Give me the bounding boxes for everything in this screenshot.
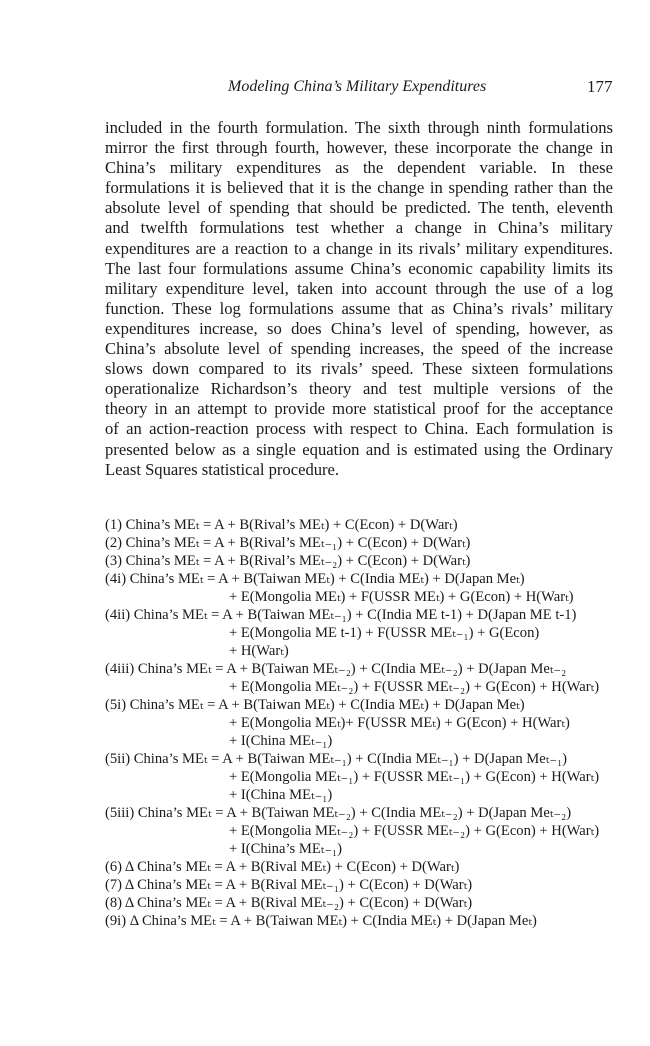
equation-line: (4ii) China’s MEₜ = A + B(Taiwan MEₜ₋₁) + C(India ME t-1) + D(Japan ME t-1): [105, 607, 577, 623]
equation-continuation: + E(Mongolia MEₜ) + F(USSR MEₜ) + G(Econ) + H(Warₜ): [229, 589, 574, 605]
page-header: [0, 76, 650, 98]
equation-line: (3) China’s MEₜ = A + B(Rival’s MEₜ₋₂) + C(Econ) + D(Warₜ): [105, 553, 471, 569]
paragraph-line: and twelfth formulations test whether a change in China’s military: [105, 218, 613, 238]
equation-line: (7) Δ China’s MEₜ = A + B(Rival MEₜ₋₁) + C(Econ) + D(Warₜ): [105, 877, 473, 893]
equation-line: (6) Δ China’s MEₜ = A + B(Rival MEₜ) + C(Econ) + D(Warₜ): [105, 859, 460, 875]
paragraph-line: China’s military expenditures as the dependent variable. In these: [105, 158, 613, 178]
paragraph-line: included in the fourth formulation. The sixth through ninth formulations: [105, 118, 613, 137]
equation-continuation: + E(Mongolia MEₜ₋₂) + F(USSR MEₜ₋₂) + G(Econ) + H(Warₜ): [229, 679, 600, 695]
paragraph-line: absolute level of spending that should be predicted. The tenth, eleventh: [105, 198, 613, 218]
paragraph-line: theory in an attempt to provide more statistical proof for the acceptance: [105, 399, 613, 419]
equation-continuation: + E(Mongolia MEₜ₋₂) + F(USSR MEₜ₋₂) + G(Econ) + H(Warₜ): [229, 823, 600, 839]
paragraph-line: mirror the first through fourth, however, these incorporate the change in: [105, 138, 613, 158]
paragraph-line: operationalize Richardson’s theory and test multiple versions of the: [105, 379, 613, 399]
paragraph-line: slows down compared to its rivals’ speed. These sixteen formulations: [105, 359, 613, 379]
equation-continuation: + E(Mongolia MEₜ₋₁) + F(USSR MEₜ₋₁) + G(Econ) + H(Warₜ): [229, 769, 600, 785]
running-title: Modeling China’s Military Expenditures: [228, 78, 487, 95]
equation-line: (4iii) China’s MEₜ = A + B(Taiwan MEₜ₋₂) + C(India MEₜ₋₂) + D(Japan Meₜ₋₂: [105, 661, 567, 677]
paragraph-line: presented below as a single equation and is estimated using the Ordinary: [105, 439, 613, 459]
equation-line: (5iii) China’s MEₜ = A + B(Taiwan MEₜ₋₂) + C(India MEₜ₋₂) + D(Japan Meₜ₋₂): [105, 805, 572, 821]
equation-list: [105, 516, 625, 930]
equation-continuation: + H(Warₜ): [229, 643, 289, 659]
equation-continuation: + E(Mongolia MEₜ)+ F(USSR MEₜ) + G(Econ) + H(Warₜ): [229, 715, 570, 731]
paragraph-line: formulations it is believed that it is the change in spending rather than the: [105, 178, 613, 198]
paragraph-line: expenditures are a reaction to a change in its rivals’ military expenditures.: [105, 238, 613, 258]
equation-line: (1) China’s MEₜ = A + B(Rival’s MEₜ) + C(Econ) + D(Warₜ): [105, 517, 458, 533]
equation-line: (2) China’s MEₜ = A + B(Rival’s MEₜ₋₁) + C(Econ) + D(Warₜ): [105, 535, 471, 551]
paragraph-line: The last four formulations assume China’s economic capability limits its: [105, 258, 613, 278]
paragraph-line: function. These log formulations assume that as China’s rivals’ military: [105, 298, 613, 318]
equation-line: (5i) China’s MEₜ = A + B(Taiwan MEₜ) + C(India MEₜ) + D(Japan Meₜ): [105, 697, 525, 713]
equation-line: (5ii) China’s MEₜ = A + B(Taiwan MEₜ₋₁) + C(India MEₜ₋₁) + D(Japan Meₜ₋₁): [105, 751, 568, 767]
equation-continuation: + I(China MEₜ₋₁): [229, 733, 333, 749]
body-paragraph: [105, 118, 613, 480]
equation-line: (4i) China’s MEₜ = A + B(Taiwan MEₜ) + C(India MEₜ) + D(Japan Meₜ): [105, 571, 525, 587]
paragraph-line: of an action-reaction process with respect to China. Each formulation is: [105, 419, 613, 439]
paragraph-line: Least Squares statistical procedure.: [105, 459, 340, 479]
paragraph-line: China’s absolute level of spending increases, the speed of the increase: [105, 339, 613, 359]
page-number: 177: [587, 77, 613, 96]
equation-continuation: + E(Mongolia ME t-1) + F(USSR MEₜ₋₁) + G(Econ): [229, 625, 540, 641]
equation-continuation: + I(China’s MEₜ₋₁): [229, 841, 342, 857]
equation-line: (8) Δ China’s MEₜ = A + B(Rival MEₜ₋₂) + C(Econ) + D(Warₜ): [105, 895, 473, 911]
equation-line: (9i) Δ China’s MEₜ = A + B(Taiwan MEₜ) + C(India MEₜ) + D(Japan Meₜ): [105, 913, 537, 929]
paragraph-line: expenditures increase, so does China’s level of spending, however, as: [105, 318, 613, 338]
equation-continuation: + I(China MEₜ₋₁): [229, 787, 333, 803]
paragraph-line: military expenditure level, taken into account through the use of a log: [105, 278, 613, 298]
